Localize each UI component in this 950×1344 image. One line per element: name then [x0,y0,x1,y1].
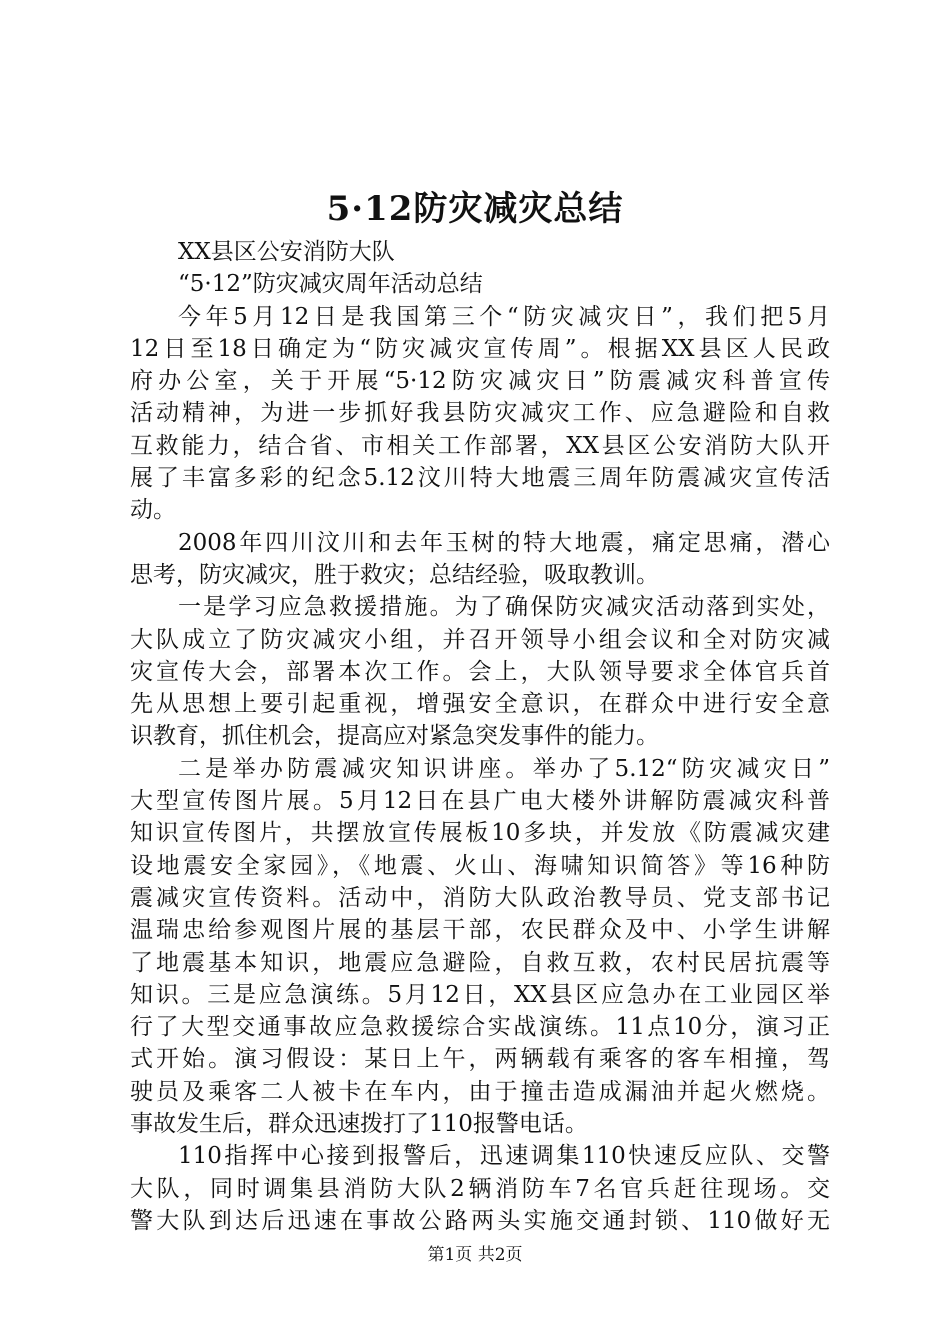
text-line: 互救能力，结合省、市相关工作部署，XX县区公安消防大队开 [130,432,830,459]
text-line: XX县区公安消防大队 [178,239,395,265]
text-line: 行了大型交通事故应急救援综合实战演练。11点10分，演习正 [130,1014,830,1041]
text-line: 二是举办防震减灾知识讲座。举办了5.12“防灾减灾日” [178,755,830,782]
text-line: 设地震安全家园》，《地震、火山、海啸知识简答》等16种防 [130,852,830,879]
text-line: 2008年四川汶川和去年玉树的特大地震，痛定思痛，潜心 [178,529,830,556]
text-line: 12日至18日确定为“防灾减灾宣传周”。根据XX县区人民政 [130,335,830,362]
text-line: 温瑞忠给参观图片展的基层干部，农民群众及中、小学生讲解 [130,917,830,944]
text-line: 活动精神，为进一步抓好我县防灾减灾工作、应急避险和自救 [130,400,830,427]
text-line: 知识宣传图片，共摆放宣传展板10多块，并发放《防震减灾建 [130,820,830,847]
text-line: 大队成立了防灾减灾小组，并召开领导小组会议和全对防灾减 [130,626,830,653]
text-line: 府办公室，关于开展“5·12防灾减灾日”防震减灾科普宣传 [130,368,830,395]
text-line: 驶员及乘客二人被卡在车内，由于撞击造成漏油并起火燃烧。 [130,1078,830,1105]
text-line: 110指挥中心接到报警后，迅速调集110快速反应队、交警 [178,1143,830,1170]
text-line: 先从思想上要引起重视，增强安全意识，在群众中进行安全意 [130,691,830,718]
text-line: 思考，防灾减灾，胜于救灾；总结经验，吸取教训。 [130,561,659,588]
text-line: 一是学习应急救援措施。为了确保防灾减灾活动落到实处， [178,594,830,621]
text-line: 震减灾宣传资料。活动中，消防大队政治教导员、党支部书记 [130,884,830,911]
text-line: 大队，同时调集县消防大队2辆消防车7名官兵赶往现场。交 [130,1175,830,1202]
page-footer: 第1页 共2页 [427,1245,523,1265]
text-line: 知识。三是应急演练。5月12日，XX县区应急办在工业园区举 [130,981,830,1008]
text-line: 警大队到达后迅速在事故公路两头实施交通封锁、110做好无 [130,1207,830,1234]
text-line: 识教育，抓住机会，提高应对紧急突发事件的能力。 [130,723,659,750]
text-line: 灾宣传大会，部署本次工作。会上，大队领导要求全体官兵首 [130,658,830,685]
text-line: 事故发生后，群众迅速拨打了110报警电话。 [130,1111,588,1138]
document-body [130,236,830,1237]
text-line: 式开始。演习假设：某日上午，两辆载有乘客的客车相撞，驾 [130,1046,830,1073]
document-title: 5·12防灾减灾总结 [326,189,624,229]
text-line: “5·12”防灾减灾周年活动总结 [178,271,483,298]
text-line: 了地震基本知识，地震应急避险，自救互救，农村民居抗震等 [130,949,830,976]
text-line: 展了丰富多彩的纪念5.12汶川特大地震三周年防震减灾宣传活 [130,465,830,492]
text-line: 大型宣传图片展。5月12日在县广电大楼外讲解防震减灾科普 [130,788,830,815]
text-line: 动。 [130,497,176,524]
text-line: 今年5月12日是我国第三个“防灾减灾日”，我们把5月 [178,303,830,330]
